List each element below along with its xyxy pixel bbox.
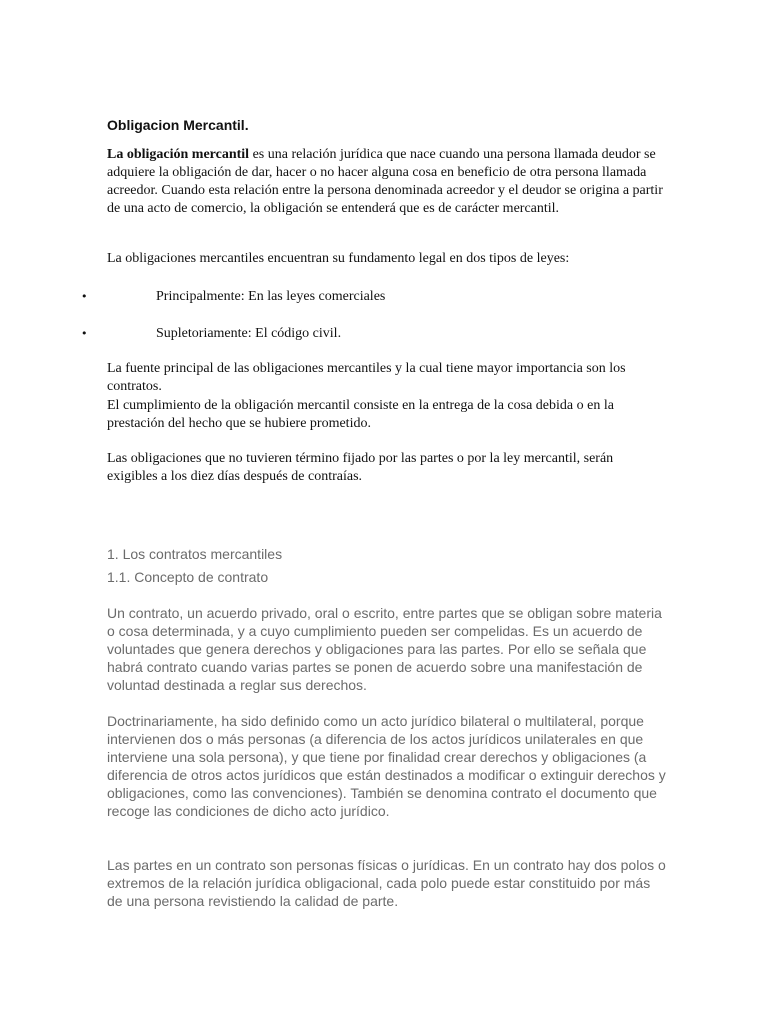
definition-text: es una relación jurídica que nace cuando una persona llamada deudor se adquiere la obligación de dar, hacer o no hacer alguna cosa en beneficio de otra persona llamada acreedor. Cuando esta relación entre la persona denominada acreedor y el deudor se origina a partir de una acto de comercio, la obligación se entenderá que es de carácter mercantil. (107, 147, 663, 216)
list-item (0, 288, 768, 306)
document-title: Obligacion Mercantil. (107, 117, 249, 133)
term-paragraph: Las obligaciones que no tuvieren término fijado por las partes o por la ley mercantil, serán exigibles a los diez días después de contraías. (107, 451, 614, 484)
parties-paragraph: Las partes en un contrato son personas físicas o jurídicas. En un contrato hay dos polos o extremos de la relación jurídica obligacional, cada polo puede estar constituido por más de una persona revistiendo la calidad de parte. (107, 857, 666, 909)
bullet-icon: • (81, 290, 88, 303)
list-item (0, 325, 768, 343)
main-source-paragraph: La fuente principal de las obligaciones mercantiles y la cual tiene mayor importancia son los contratos. (107, 361, 626, 394)
doctrinal-paragraph: Doctrinariamente, ha sido definido como un acto jurídico bilateral o multilateral, porque intervienen dos o más personas (a diferencia de los actos jurídicos unilaterales en que interviene una sola persona), y que tiene por finalidad crear derechos y obligaciones (a diferencia de otros actos jurídicos que están destinados a modificar o extinguir derechos y obligaciones, como las convenciones). También se denomina contrato el documento que recoge las condiciones de dicho acto jurídico. (107, 713, 666, 819)
section-heading: 1. Los contratos mercantiles (107, 546, 283, 562)
list-item-text: Supletoriamente: El código civil. (156, 326, 342, 341)
definition-paragraph (107, 146, 667, 218)
contract-definition-paragraph: Un contrato, un acuerdo privado, oral o escrito, entre partes que se obligan sobre materia o cosa determinada, y a cuyo cumplimiento pueden ser compelidas. Es un acuerdo de voluntades que genera derechos y obligaciones para las partes. Por ello se señala que habrá contrato cuando varias partes se ponen de acuerdo sobre una manifestación de voluntad destinada a reglar sus derechos. (107, 605, 662, 693)
subsection-heading: 1.1. Concepto de contrato (107, 569, 269, 585)
definition-term: La obligación mercantil (107, 147, 250, 162)
list-item-text: Principalmente: En las leyes comerciales (156, 289, 386, 304)
legal-basis-paragraph: La obligaciones mercantiles encuentran su fundamento legal en dos tipos de leyes: (107, 251, 570, 266)
bullet-icon: • (81, 327, 88, 340)
fulfillment-paragraph: El cumplimiento de la obligación mercantil consiste en la entrega de la cosa debida o en la prestación del hecho que se hubiere prometido. (107, 398, 614, 431)
